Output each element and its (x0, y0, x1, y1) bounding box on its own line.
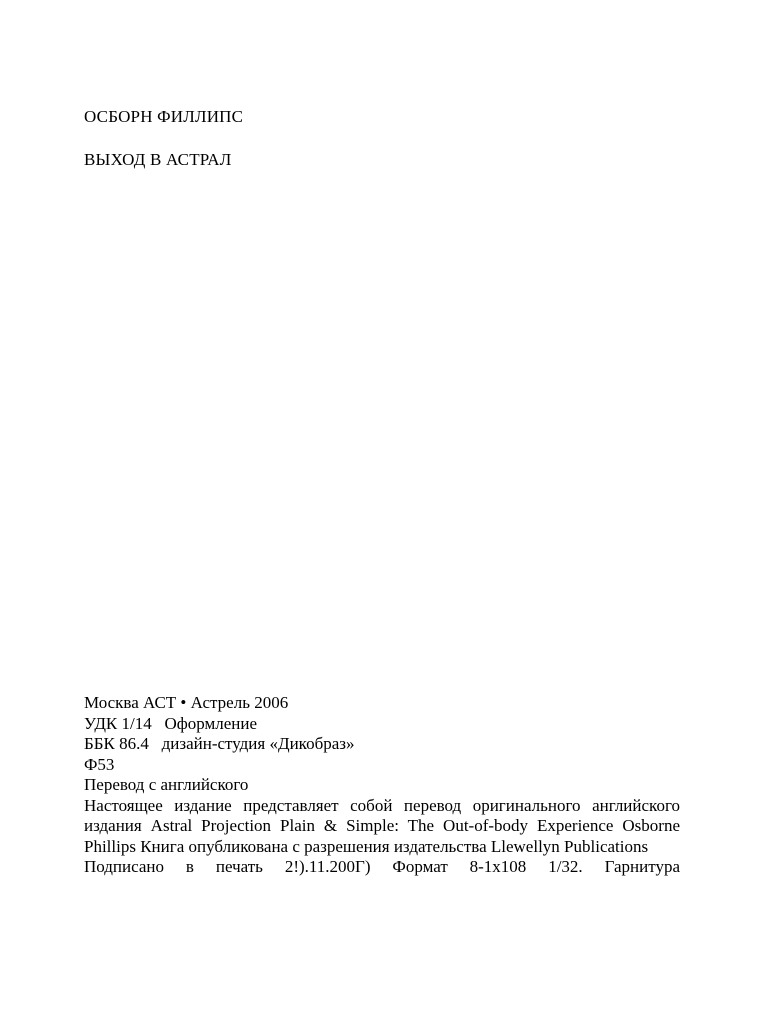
udk-line: УДК 1/14 Оформление (84, 713, 258, 733)
book-title: ВЫХОД В АСТРАЛ (84, 150, 232, 169)
bbk-line: ББК 86.4 дизайн-студия «Дикобраз» (84, 734, 355, 753)
publisher-line: Москва АСТ • Астрель 2006 (84, 693, 289, 712)
imprint-block (84, 693, 680, 878)
title-block (84, 106, 684, 170)
classification-code: Ф53 (84, 754, 115, 774)
author-name: ОСБОРН ФИЛЛИПС (84, 107, 244, 126)
translation-note: Перевод с английского (84, 775, 249, 794)
copyright-paragraph: Настоящее издание представляет собой перевод оригинального английского издания Astral Projection Plain & Simple: The Out-of-body Experience Osborne Phillips Книга опубликована с разрешения издательства Llewellyn Publications (84, 795, 680, 856)
print-details-paragraph: Подписано в печать 2!).11.200Г) Формат 8-1x108 1/32. Гарнитура (84, 857, 680, 876)
